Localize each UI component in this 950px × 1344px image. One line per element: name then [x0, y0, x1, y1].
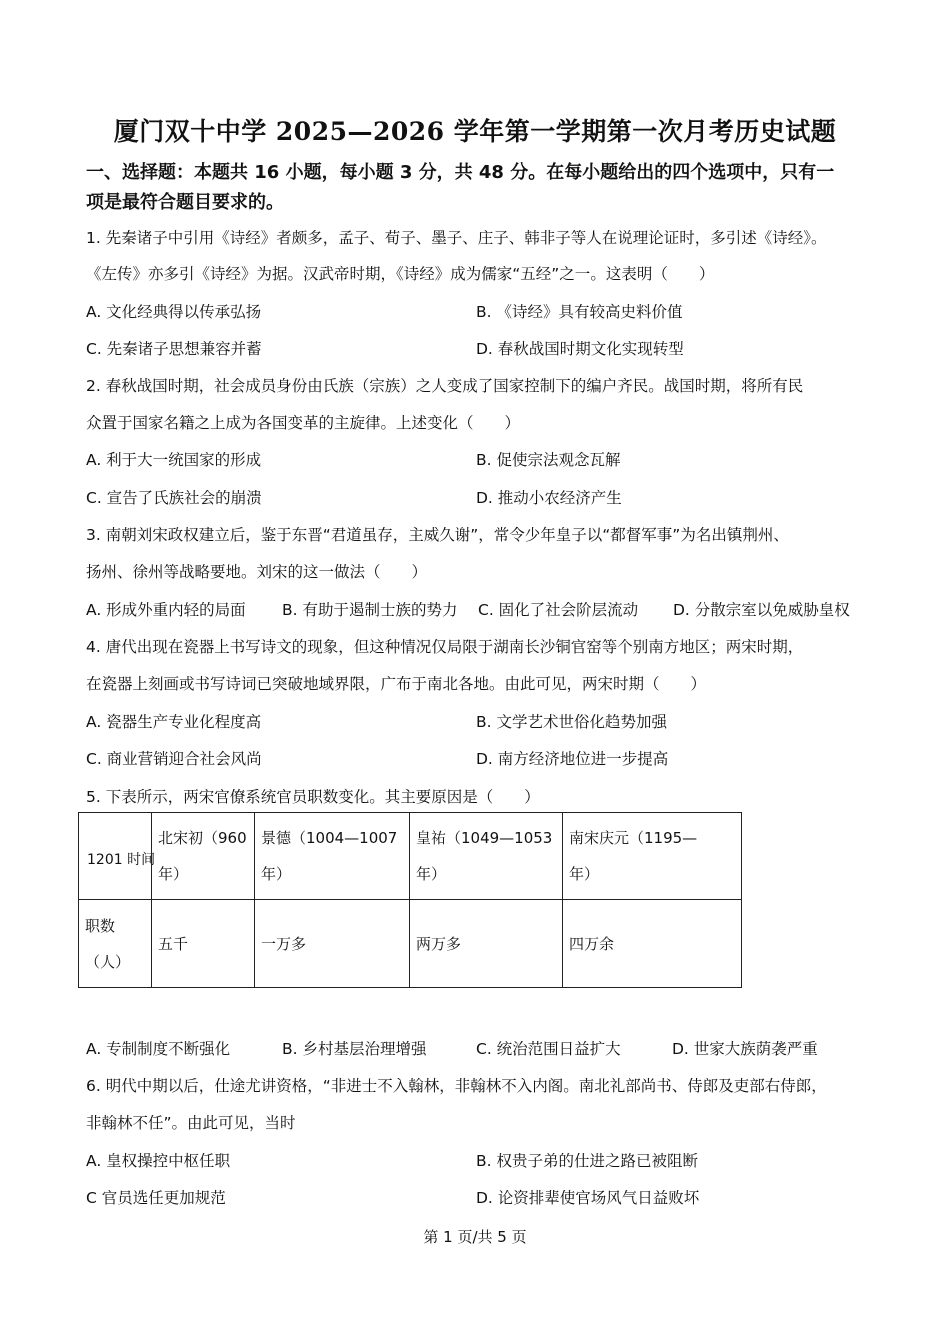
question-6-line1: 6. 明代中期以后，仕途尤讲资格，“非进士不入翰林，非翰林不入内阁。南北礼部尚书、侍郎及吏部右侍郎，: [86, 1077, 827, 1095]
q3-option-d: D. 分散宗室以免威胁皇权: [673, 601, 850, 619]
table-corner-cell: [79, 813, 156, 900]
q3-option-a: A. 形成外重内轻的局面: [86, 601, 246, 619]
table-cell: 四万余: [563, 900, 742, 988]
table-header-cell: [255, 813, 410, 900]
q3-option-b: B. 有助于遏制士族的势力: [282, 601, 458, 619]
q1-option-d: D. 春秋战国时期文化实现转型: [476, 340, 684, 358]
page-footer: 第 1 页/共 5 页: [423, 1228, 527, 1246]
q2-option-b: B. 促使宗法观念瓦解: [476, 451, 621, 469]
table-header-cell: [410, 813, 563, 900]
q5-option-a: A. 专制制度不断强化: [86, 1040, 231, 1058]
table-cell: 两万多: [410, 900, 563, 988]
table-header-cell: [152, 813, 255, 900]
question-2-line1: 2. 春秋战国时期，社会成员身份由氏族（宗族）之人变成了国家控制下的编户齐民。战国时期，将所有民: [86, 377, 804, 395]
question-1-line1: 1. 先秦诸子中引用《诗经》者颇多，孟子、荀子、墨子、庄子、韩非子等人在说理论证时，多引述《诗经》。: [86, 229, 827, 247]
header-line: 南宋庆元（1195—: [569, 829, 698, 847]
question-1-line2: 《左传》亦多引《诗经》为据。汉武帝时期，《诗经》成为儒家“五经”之一。这表明（ ）: [86, 265, 715, 283]
q6-option-c: C 官员选任更加规范: [86, 1189, 226, 1207]
table-cell: 五千: [152, 900, 255, 988]
table-cell: 一万多: [255, 900, 410, 988]
q4-option-b: B. 文学艺术世俗化趋势加强: [476, 713, 667, 731]
q1-option-a: A. 文化经典得以传承弘扬: [86, 303, 262, 321]
header-line: 年）: [158, 865, 189, 883]
q4-option-d: D. 南方经济地位进一步提高: [476, 750, 669, 768]
q5-option-d: D. 世家大族荫袭严重: [672, 1040, 818, 1058]
question-4-line2: 在瓷器上刻画或书写诗词已突破地域界限，广布于南北各地。由此可见，两宋时期（ ）: [86, 675, 707, 693]
header-line: 年）: [569, 865, 600, 883]
officials-table: [78, 812, 742, 988]
q6-option-b: B. 权贵子弟的仕进之路已被阻断: [476, 1152, 698, 1170]
table-header-cell: [563, 813, 742, 900]
q6-option-d: D. 论资排辈使官场风气日益败坏: [476, 1189, 700, 1207]
q2-option-d: D. 推动小农经济产生: [476, 489, 622, 507]
section-heading-line2: 项是最符合题目要求的。: [86, 192, 284, 213]
q1-option-c: C. 先秦诸子思想兼容并蓄: [86, 340, 262, 358]
question-3-line1: 3. 南朝刘宋政权建立后，鉴于东晋“君道虽存，主威久谢”，常令少年皇子以“都督军事”为名出镇荆州、: [86, 526, 789, 544]
header-line: 北宋初（960: [158, 829, 247, 847]
q6-option-a: A. 皇权操控中枢任职: [86, 1152, 231, 1170]
question-6-line2: 非翰林不任”。由此可见，当时: [86, 1114, 296, 1132]
row-label-line: （人）: [85, 952, 131, 971]
table-row-label: [79, 900, 152, 988]
header-line: 皇祐（1049—1053: [416, 829, 553, 847]
table-corner-label: 1201 时间: [87, 852, 156, 868]
q5-option-b: B. 乡村基层治理增强: [282, 1040, 427, 1058]
row-label-line: 职数: [85, 916, 116, 935]
question-5-line1: 5. 下表所示，两宋官僚系统官员职数变化。其主要原因是（ ）: [86, 788, 540, 806]
q5-option-c: C. 统治范围日益扩大: [476, 1040, 621, 1058]
q2-option-c: C. 宣告了氏族社会的崩溃: [86, 489, 262, 507]
table-header-row: [79, 813, 742, 900]
page-title: 厦门双十中学 2025—2026 学年第一学期第一次月考历史试题: [113, 117, 837, 146]
q2-option-a: A. 利于大一统国家的形成: [86, 451, 262, 469]
section-heading-line1: 一、选择题：本题共 16 小题，每小题 3 分，共 48 分。在每小题给出的四个选项中，只有一: [86, 162, 835, 183]
q1-option-b: B. 《诗经》具有较高史料价值: [476, 303, 683, 321]
table-row: [79, 900, 742, 988]
q4-option-a: A. 瓷器生产专业化程度高: [86, 713, 262, 731]
header-line: 年）: [416, 865, 447, 883]
q4-option-c: C. 商业营销迎合社会风尚: [86, 750, 262, 768]
q3-option-c: C. 固化了社会阶层流动: [478, 601, 639, 619]
header-line: 景德（1004—1007: [261, 829, 398, 847]
question-3-line2: 扬州、徐州等战略要地。刘宋的这一做法（ ）: [86, 563, 428, 581]
question-4-line1: 4. 唐代出现在瓷器上书写诗文的现象，但这种情况仅局限于湖南长沙铜官窑等个别南方地区；两宋时期，: [86, 638, 804, 656]
header-line: 年）: [261, 865, 292, 883]
question-2-line2: 众置于国家名籍之上成为各国变革的主旋律。上述变化（ ）: [86, 414, 521, 432]
